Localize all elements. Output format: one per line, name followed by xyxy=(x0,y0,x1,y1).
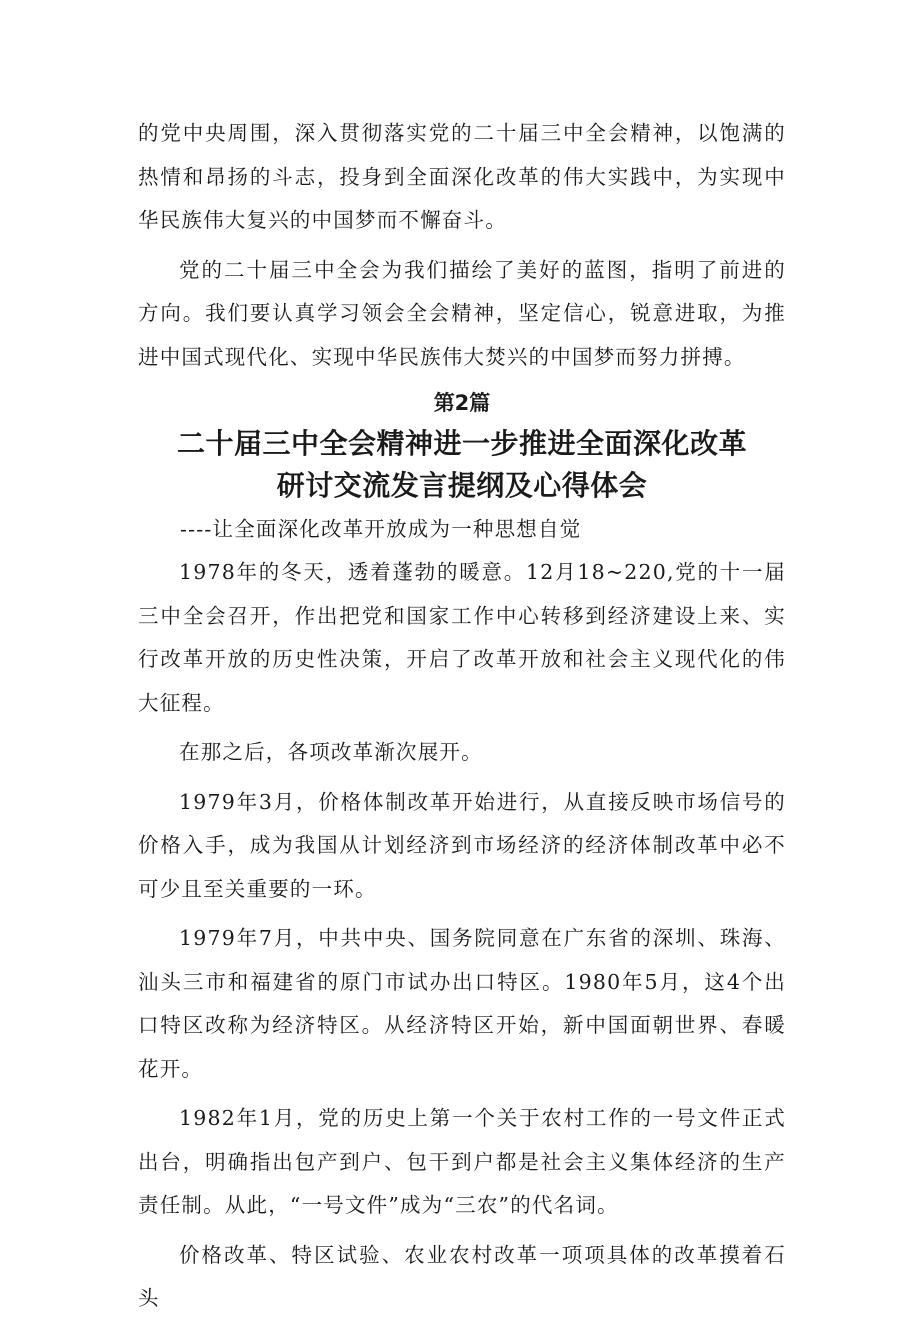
paragraph: 1978年的冬天，透着蓬勃的暖意。12月18~220,党的十一届三中全会召开，作出把党和国家工作中心转移到经济建设上来、实行改革开放的历史性决策，开启了改革开放和社会主义现代化的伟大征程。 xyxy=(138,560,786,715)
article-title-line-1: 二十届三中全会精神进一步推进全面深化改革 xyxy=(176,427,747,460)
article-title-line-2: 研讨交流发言提纲及心得体会 xyxy=(276,469,648,502)
paragraph: 1982年1月，党的历史上第一个关于农村工作的一号文件正式出台，明确指出包产到户、包干到户都是社会主义集体经济的生产责任制。从此，“一号文件”成为“三农”的代名词。 xyxy=(138,1106,786,1217)
section-label: 第2篇 xyxy=(433,391,491,415)
paragraph: 1979年3月，价格体制改革开始进行，从直接反映市场信号的价格入手，成为我国从计划经济到市场经济的经济体制改革中必不可少且至关重要的一环。 xyxy=(138,789,786,901)
paragraph-continued: 的党中央周围，深入贯彻落实党的二十届三中全会精神，以饱满的热情和昂扬的斗志，投身到全面深化改革的伟大实践中，为实现中华民族伟大复兴的中国梦而不懈奋斗。 xyxy=(138,121,786,232)
paragraph: 价格改革、特区试验、农业农村改革一项项具体的改革摸着石头 xyxy=(138,1242,786,1310)
text-column xyxy=(138,112,786,1321)
paragraph: 1979年7月，中共中央、国务院同意在广东省的深圳、珠海、汕头三市和福建省的原门市试办出口特区。1980年5月，这4个出口特区改称为经济特区。从经济特区开始，新中国面朝世界、春暖花开。 xyxy=(138,926,786,1081)
paragraph: 在那之后，各项改革渐次展开。 xyxy=(179,740,483,764)
article-subtitle: ----让全面深化改革开放成为一种思想自觉 xyxy=(180,517,582,541)
paragraph: 党的二十届三中全会为我们描绘了美好的蓝图，指明了前进的方向。我们要认真学习领会全会精神，坚定信心，锐意进取，为推进中国式现代化、实现中华民族伟大焚兴的中国梦而努力拼搏。 xyxy=(138,257,786,369)
